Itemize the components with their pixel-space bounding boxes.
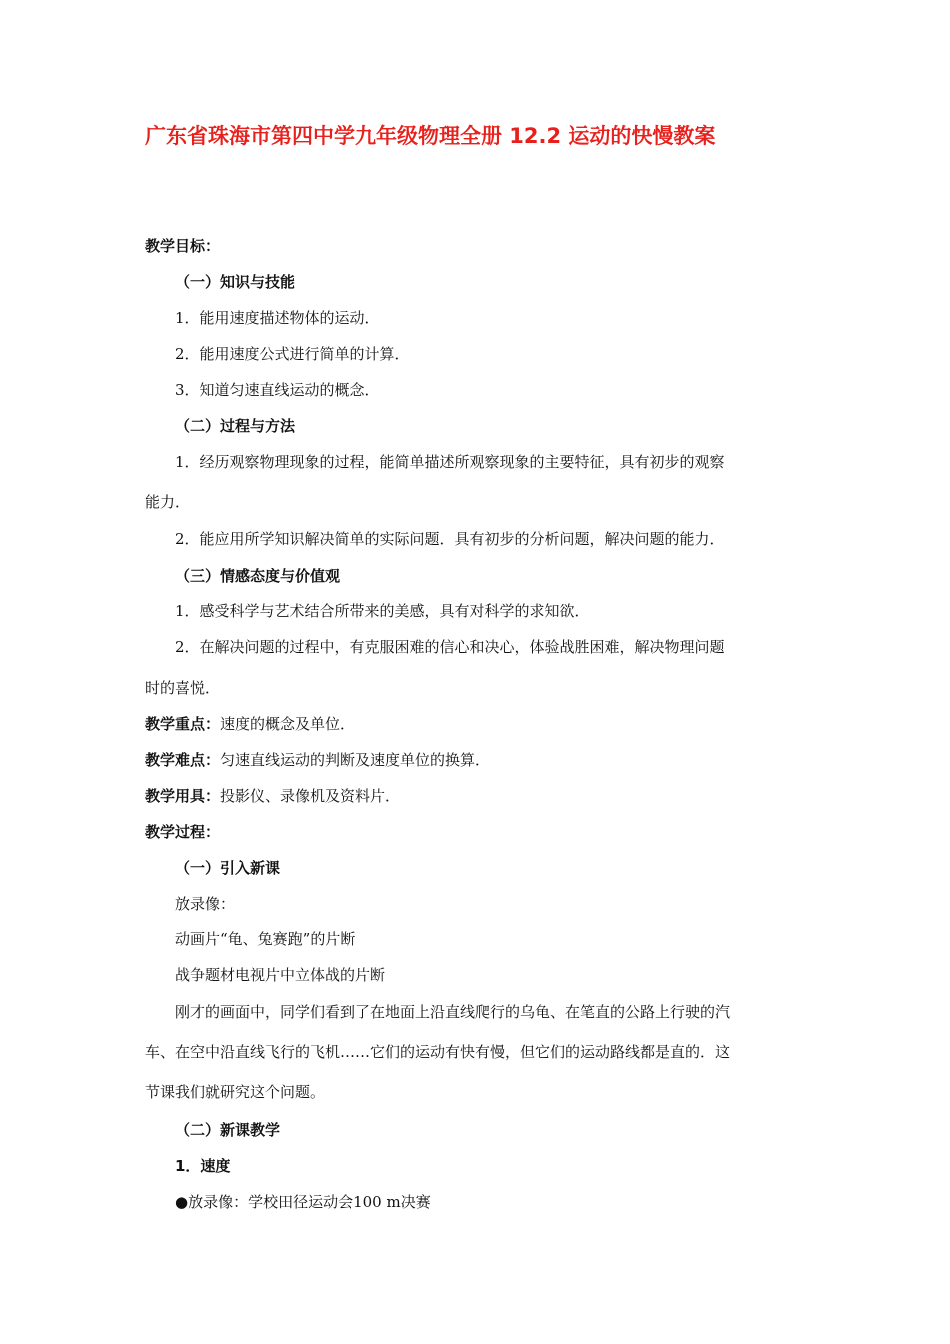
section2-item2: 2．能应用所学知识解决简单的实际问题．具有初步的分析问题，解决问题的能力． <box>175 530 725 548</box>
intro-heading: （一）引入新课 <box>175 859 281 877</box>
intro-line-1: 放录像： <box>175 895 236 913</box>
intro-para-line3: 节课我们就研究这个问题。 <box>145 1083 326 1101</box>
speed-subheading: 1．速度 <box>175 1157 231 1175</box>
key-point-label: 教学重点： <box>145 715 221 733</box>
section1-heading: （一）知识与技能 <box>175 273 296 291</box>
tools-text: 投影仪、录像机及资料片． <box>220 787 401 805</box>
section3-item2-line2: 时的喜悦． <box>145 679 221 697</box>
section1-item-1: 1．能用速度描述物体的运动． <box>175 309 380 327</box>
intro-para-line2: 车、在空中沿直线飞行的飞机……它们的运动有快有慢，但它们的运动路线都是直的．这 <box>145 1043 731 1061</box>
section2-item1-line1: 1．经历观察物理现象的过程，能简单描述所观察现象的主要特征，具有初步的观察 <box>175 453 725 471</box>
section2-heading: （二）过程与方法 <box>175 417 296 435</box>
key-point-row <box>145 714 355 734</box>
difficulty-text: 匀速直线运动的判断及速度单位的换算． <box>220 751 491 769</box>
video-bullet: ●放录像：学校田径运动会100 m决赛 <box>175 1193 431 1211</box>
tools-label: 教学用具： <box>145 787 221 805</box>
objectives-heading: 教学目标： <box>145 237 221 255</box>
section3-item2-line1: 2．在解决问题的过程中，有克服困难的信心和决心，体验战胜困难，解决物理问题 <box>175 638 725 656</box>
intro-line-2: 动画片“龟、兔赛跑”的片断 <box>175 930 356 948</box>
section2-item1-line2: 能力． <box>145 493 191 511</box>
section3-item1: 1．感受科学与艺术结合所带来的美感，具有对科学的求知欲． <box>175 602 590 620</box>
tools-row <box>145 786 400 806</box>
intro-para-line1: 刚才的画面中，同学们看到了在地面上沿直线爬行的乌龟、在笔直的公路上行驶的汽 <box>175 1003 731 1021</box>
difficulty-label: 教学难点： <box>145 751 221 769</box>
new-lesson-heading: （二）新课教学 <box>175 1121 281 1139</box>
process-heading: 教学过程： <box>145 823 221 841</box>
intro-line-3: 战争题材电视片中立体战的片断 <box>175 966 386 984</box>
section1-item-3: 3．知道匀速直线运动的概念． <box>175 381 380 399</box>
section3-heading: （三）情感态度与价值观 <box>175 567 341 585</box>
key-point-text: 速度的概念及单位． <box>220 715 356 733</box>
difficulty-row <box>145 750 490 770</box>
section1-item-2: 2．能用速度公式进行简单的计算． <box>175 345 410 363</box>
document-title: 广东省珠海市第四中学九年级物理全册 12.2 运动的快慢教案 <box>145 124 716 148</box>
